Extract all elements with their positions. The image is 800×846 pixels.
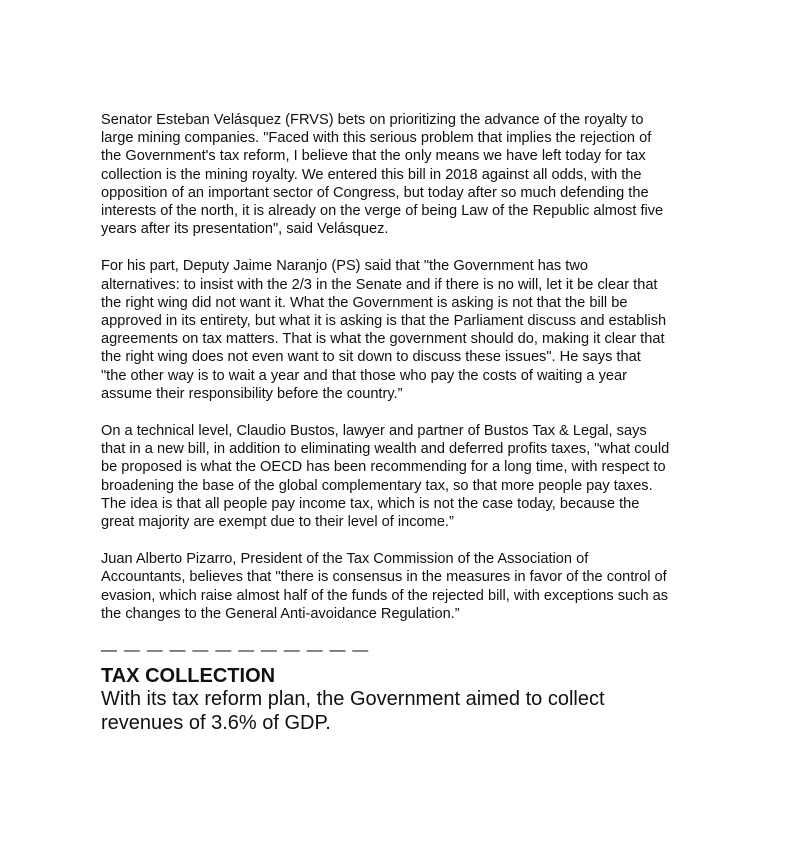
article-body (101, 111, 721, 642)
section-divider: — — — — — — — — — — — — (101, 642, 370, 659)
callout-title: TAX COLLECTION (101, 665, 276, 687)
paragraph-bustos: On a technical level, Claudio Bustos, lawyer and partner of Bustos Tax & Legal, says that in a new bill, in addition to eliminating wealth and deferred profits taxes, "what could be proposed is what the OECD has been recommending for a long time, with respect to broadening the base of the global complementary tax, so that more people pay taxes. The idea is that all people pay income tax, which is not the case today, because the great majority are exempt due to their level of income.” (101, 423, 670, 531)
paragraph-pizarro: Juan Alberto Pizarro, President of the Tax Commission of the Association of Accountants, believes that "there is consensus in the measures in favor of the control of evasion, which raise almost half of the funds of the rejected bill, with exceptions such as the changes to the General Anti-avoidance Regulation.” (101, 551, 669, 622)
paragraph-naranjo: For his part, Deputy Jaime Naranjo (PS) said that "the Government has two alternatives: to insist with the 2/3 in the Senate and if there is no will, let it be clear that the right wing did not want it. What the Government is asking is not that the bill be approved in its entirety, but what it is asking is that the Parliament discuss and establish agreements on tax matters. That is what the government should do, making it clear that the right wing does not even want to sit down to discuss these issues". He says that "the other way is to wait a year and that those who pay the costs of waiting a year assume their responsibility before the country.” (101, 258, 667, 402)
callout-text: With its tax reform plan, the Government aimed to collect revenues of 3.6% of GDP. (101, 688, 605, 734)
paragraph-velasquez: Senator Esteban Velásquez (FRVS) bets on prioritizing the advance of the royalty to large mining companies. "Faced with this serious problem that implies the rejection of the Government's tax reform, I believe that the only means we have left today for tax collection is the mining royalty. We entered this bill in 2018 against all odds, with the opposition of an important sector of Congress, but today after so much defending the interests of the north, it is already on the verge of being Law of the Republic almost five years after its presentation", said Velásquez. (101, 112, 664, 238)
